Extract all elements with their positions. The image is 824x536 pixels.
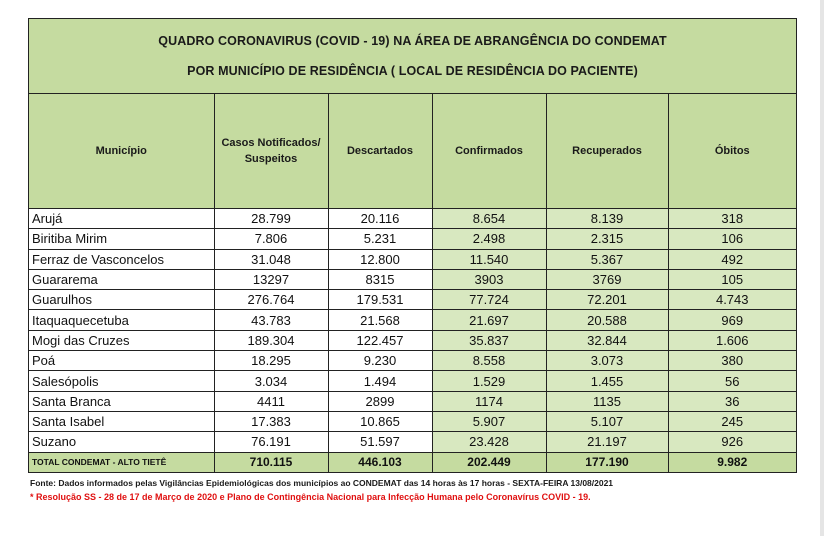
municipio-cell: Guarulhos bbox=[29, 290, 214, 310]
descartados-cell: 122.457 bbox=[328, 330, 432, 350]
confirmados-cell: 1.529 bbox=[432, 371, 546, 391]
resolution-note: * Resolução SS - 28 de 17 de Março de 2020 e Plano de Contingência Nacional para Infecção Humana pelo Coronavírus COVID - 19. bbox=[30, 492, 591, 502]
table-row bbox=[29, 310, 796, 330]
header-municipio: Município bbox=[29, 94, 214, 209]
descartados-cell: 8315 bbox=[328, 269, 432, 289]
casos-cell: 18.295 bbox=[214, 351, 328, 371]
municipio-cell: Santa Branca bbox=[29, 391, 214, 411]
table-body bbox=[29, 209, 796, 472]
recuperados-cell: 5.107 bbox=[546, 411, 668, 431]
confirmados-cell: 1174 bbox=[432, 391, 546, 411]
total-municipio-cell: TOTAL CONDEMAT - ALTO TIETÊ bbox=[29, 452, 214, 472]
total-recuperados-cell: 177.190 bbox=[546, 452, 668, 472]
table-row bbox=[29, 351, 796, 371]
casos-cell: 276.764 bbox=[214, 290, 328, 310]
recuperados-cell: 20.588 bbox=[546, 310, 668, 330]
casos-cell: 28.799 bbox=[214, 209, 328, 229]
table-row bbox=[29, 290, 796, 310]
header-row bbox=[29, 94, 796, 209]
confirmados-cell: 2.498 bbox=[432, 229, 546, 249]
descartados-cell: 51.597 bbox=[328, 432, 432, 452]
recuperados-cell: 1135 bbox=[546, 391, 668, 411]
obitos-cell: 56 bbox=[668, 371, 796, 391]
recuperados-cell: 72.201 bbox=[546, 290, 668, 310]
recuperados-cell: 1.455 bbox=[546, 371, 668, 391]
descartados-cell: 12.800 bbox=[328, 249, 432, 269]
descartados-cell: 179.531 bbox=[328, 290, 432, 310]
confirmados-cell: 11.540 bbox=[432, 249, 546, 269]
confirmados-cell: 21.697 bbox=[432, 310, 546, 330]
obitos-cell: 4.743 bbox=[668, 290, 796, 310]
recuperados-cell: 32.844 bbox=[546, 330, 668, 350]
recuperados-cell: 3769 bbox=[546, 269, 668, 289]
header-obitos: Óbitos bbox=[668, 94, 796, 209]
confirmados-cell: 8.654 bbox=[432, 209, 546, 229]
table-row bbox=[29, 330, 796, 350]
casos-cell: 76.191 bbox=[214, 432, 328, 452]
obitos-cell: 106 bbox=[668, 229, 796, 249]
obitos-cell: 380 bbox=[668, 351, 796, 371]
municipio-cell: Guararema bbox=[29, 269, 214, 289]
obitos-cell: 926 bbox=[668, 432, 796, 452]
casos-cell: 43.783 bbox=[214, 310, 328, 330]
casos-cell: 189.304 bbox=[214, 330, 328, 350]
casos-cell: 13297 bbox=[214, 269, 328, 289]
descartados-cell: 9.230 bbox=[328, 351, 432, 371]
municipio-cell: Santa Isabel bbox=[29, 411, 214, 431]
title-line-1: QUADRO CORONAVIRUS (COVID - 19) NA ÁREA DE ABRANGÊNCIA DO CONDEMAT bbox=[158, 34, 667, 48]
descartados-cell: 1.494 bbox=[328, 371, 432, 391]
casos-cell: 4411 bbox=[214, 391, 328, 411]
descartados-cell: 21.568 bbox=[328, 310, 432, 330]
table-row bbox=[29, 209, 796, 229]
edge-strip bbox=[820, 0, 824, 536]
descartados-cell: 5.231 bbox=[328, 229, 432, 249]
confirmados-cell: 35.837 bbox=[432, 330, 546, 350]
municipio-cell: Biritiba Mirim bbox=[29, 229, 214, 249]
descartados-cell: 2899 bbox=[328, 391, 432, 411]
recuperados-cell: 5.367 bbox=[546, 249, 668, 269]
obitos-cell: 1.606 bbox=[668, 330, 796, 350]
municipio-cell: Arujá bbox=[29, 209, 214, 229]
municipio-cell: Ferraz de Vasconcelos bbox=[29, 249, 214, 269]
recuperados-cell: 21.197 bbox=[546, 432, 668, 452]
casos-cell: 31.048 bbox=[214, 249, 328, 269]
title-line-2: POR MUNICÍPIO DE RESIDÊNCIA ( LOCAL DE RESIDÊNCIA DO PACIENTE) bbox=[187, 64, 638, 78]
confirmados-cell: 77.724 bbox=[432, 290, 546, 310]
header-casos: Casos Notificados/ Suspeitos bbox=[214, 94, 328, 209]
table-row bbox=[29, 371, 796, 391]
municipio-cell: Suzano bbox=[29, 432, 214, 452]
casos-cell: 7.806 bbox=[214, 229, 328, 249]
obitos-cell: 36 bbox=[668, 391, 796, 411]
casos-cell: 3.034 bbox=[214, 371, 328, 391]
municipio-cell: Mogi das Cruzes bbox=[29, 330, 214, 350]
header-descartados: Descartados bbox=[328, 94, 432, 209]
descartados-cell: 20.116 bbox=[328, 209, 432, 229]
total-confirmados-cell: 202.449 bbox=[432, 452, 546, 472]
obitos-cell: 969 bbox=[668, 310, 796, 330]
recuperados-cell: 3.073 bbox=[546, 351, 668, 371]
total-casos-cell: 710.115 bbox=[214, 452, 328, 472]
header-recuperados: Recuperados bbox=[546, 94, 668, 209]
total-descartados-cell: 446.103 bbox=[328, 452, 432, 472]
obitos-cell: 105 bbox=[668, 269, 796, 289]
table-row bbox=[29, 432, 796, 452]
total-obitos-cell: 9.982 bbox=[668, 452, 796, 472]
obitos-cell: 492 bbox=[668, 249, 796, 269]
cases-table bbox=[29, 94, 796, 472]
recuperados-cell: 8.139 bbox=[546, 209, 668, 229]
municipio-cell: Poá bbox=[29, 351, 214, 371]
title-box bbox=[29, 19, 796, 94]
table-row bbox=[29, 249, 796, 269]
confirmados-cell: 3903 bbox=[432, 269, 546, 289]
descartados-cell: 10.865 bbox=[328, 411, 432, 431]
header-confirmados: Confirmados bbox=[432, 94, 546, 209]
table-row bbox=[29, 269, 796, 289]
confirmados-cell: 8.558 bbox=[432, 351, 546, 371]
table-row bbox=[29, 411, 796, 431]
confirmados-cell: 23.428 bbox=[432, 432, 546, 452]
total-row bbox=[29, 452, 796, 472]
casos-cell: 17.383 bbox=[214, 411, 328, 431]
obitos-cell: 245 bbox=[668, 411, 796, 431]
obitos-cell: 318 bbox=[668, 209, 796, 229]
municipio-cell: Itaquaquecetuba bbox=[29, 310, 214, 330]
confirmados-cell: 5.907 bbox=[432, 411, 546, 431]
source-note: Fonte: Dados informados pelas Vigilâncias Epidemiológicas dos municípios ao CONDEMAT das 14 horas às 17 horas - SEXTA-FEIRA 13/08/2021 bbox=[30, 478, 614, 488]
table-row bbox=[29, 229, 796, 249]
recuperados-cell: 2.315 bbox=[546, 229, 668, 249]
municipio-cell: Salesópolis bbox=[29, 371, 214, 391]
table-row bbox=[29, 391, 796, 411]
covid-table-frame bbox=[28, 18, 797, 473]
